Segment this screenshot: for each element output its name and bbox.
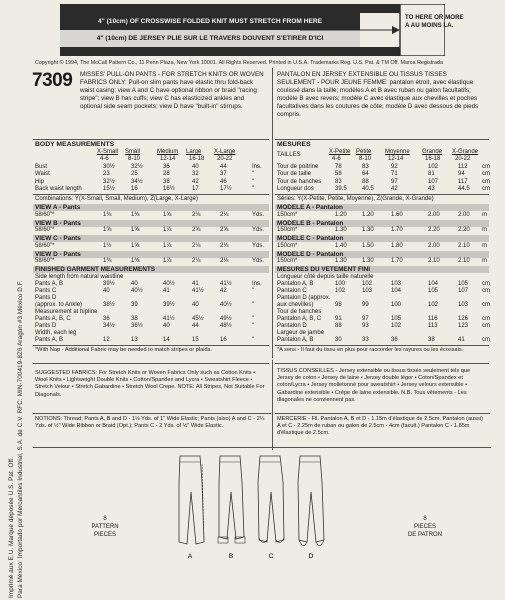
measure-unit: " [252, 178, 255, 185]
finished-label: Measurement at hipline [35, 308, 98, 315]
finished-value: 40½ [163, 280, 175, 287]
pattern-pieces-fr-line-1: PIECES [413, 524, 436, 530]
finished-value: 12 [103, 336, 110, 343]
measure-value: 30½ [103, 164, 115, 170]
fabric-width: 58/60"* [35, 227, 55, 234]
view-letter-c: C [268, 553, 274, 560]
measure-value: 64 [362, 171, 369, 178]
finished-value: 30 [335, 336, 342, 343]
finished-value: 126 [458, 315, 469, 322]
yardage: 2⅛ [220, 211, 229, 218]
finished-unit: " [252, 287, 255, 294]
to-here-label: TO HERE OR MORE A AU MOINS LA. [405, 14, 464, 29]
measure-value: 102 [428, 164, 439, 170]
fabric-width: 150cm* [277, 211, 298, 218]
yardage: 1.30 [335, 258, 347, 265]
finished-value: 16 [220, 336, 227, 343]
yardage: 2⅛ [192, 211, 201, 218]
pattern-pieces-en-line-0: 8 [103, 516, 107, 522]
yardage: 1⅝ [131, 242, 140, 249]
finished-value: 103 [391, 280, 402, 287]
finished-label: Pants A, B, C [35, 315, 71, 322]
measure-value: 42 [192, 178, 199, 185]
finished-value: 123 [458, 322, 469, 329]
finished-value: 48½ [220, 322, 232, 329]
view-d-drawing [298, 456, 324, 546]
finished-value: 39½ [103, 280, 115, 287]
finished-value: 38 [428, 336, 435, 343]
finished-label: Pants A, B [35, 336, 64, 343]
measure-unit: cm [482, 164, 490, 170]
fabric-width: 58/60"* [35, 258, 55, 265]
finished-unit: " [252, 301, 255, 308]
yardage: 1.70 [391, 227, 403, 234]
size-number: 4-6 [332, 156, 341, 162]
finished-value: 105 [428, 287, 439, 294]
yardage: 1⅜ [131, 211, 140, 218]
description-fr: PANTALON EN JERSEY EXTENSIBLE OU TISSUS TISSES SEULEMENT - POUR JEUNE FEMME: pantalon étroit, avec élastique coulissé dans la taille; modèles A et B avec ruban ou galon facultatifs; modèle B avec revers; modèle C avec élastique aux chevilles et poches facultatives dans les coutures de côte; modèle D avec dessous de pieds compris. [277, 71, 479, 119]
yardage-unit: Yds. [252, 258, 265, 265]
finished-unit: Ins. [252, 280, 262, 287]
yardage: 1.70 [391, 258, 403, 265]
measure-value: 42 [391, 185, 398, 192]
finished-label: Largeur de jambe [277, 329, 325, 336]
finished-value: 102 [391, 322, 402, 329]
view-letter-b: B [228, 553, 234, 560]
rule [33, 345, 269, 346]
finished-value: 49½ [220, 315, 232, 322]
measure-value: 36 [163, 164, 170, 170]
size-name: X-Large [214, 149, 236, 155]
finished-value: 103 [362, 287, 373, 294]
measure-value: 32 [192, 171, 199, 178]
finished-value: 36½ [131, 322, 143, 329]
yardage: 1.30 [362, 227, 374, 234]
yardage: 1½ [103, 242, 112, 249]
measure-value: 81 [428, 171, 435, 178]
finished-label: Pantalon A, B [277, 280, 314, 287]
nap-note: *With Nap - Additional Fabric may be needed to match stripes or plaids. [35, 346, 212, 353]
measure-value: 83 [362, 164, 369, 170]
pattern-pieces-fr-line-0: 8 [423, 516, 427, 522]
size-number: 16-18 [189, 156, 205, 162]
measure-label: Back waist length [35, 185, 82, 192]
measure-value: 46 [220, 178, 227, 185]
view-title: VIEW A - Pants [35, 204, 81, 212]
finished-label: Pants D [35, 294, 57, 301]
measure-value: 37 [220, 171, 227, 178]
yardage: 2.10 [428, 258, 440, 265]
finished-label: Pants D [35, 322, 57, 329]
side-legal-text [0, 70, 28, 600]
rule [275, 139, 489, 140]
measure-value: 39.5 [335, 185, 347, 192]
finished-value: 39½ [163, 301, 175, 308]
finished-value: 102 [428, 301, 439, 308]
size-number: 20-22 [455, 156, 471, 162]
description-en: MISSES' PULL-ON PANTS - FOR STRETCH KNITS OR WOVEN FABRICS ONLY: Pull-on slim pants have elastic thru fold-back waist casing; view A and C have optional ribbon or braid "racing stripe"; view B has cuffs; view C has elasticized ankles and optional side seam pockets; view D have "built-in" stirrups. [80, 71, 264, 111]
finished-label: Pantalon D (approx. [277, 294, 331, 301]
finished-label: Pants C [35, 287, 57, 294]
measure-value: 16 [131, 185, 138, 192]
finished-value: 104 [428, 280, 439, 287]
fabric-width: 58/60"* [35, 211, 55, 218]
measure-value: 58 [335, 171, 342, 178]
yardage: 2⅛ [192, 258, 201, 265]
measure-label: Tour de taille [277, 171, 312, 178]
finished-label: Width, each leg [35, 329, 77, 336]
measure-value: 23 [103, 171, 110, 178]
finished-value: 102 [335, 287, 346, 294]
finished-value: 15 [192, 336, 199, 343]
finished-label: Pantalon D [277, 322, 307, 329]
yardage: 1⅞ [163, 258, 172, 265]
measure-value: 43 [428, 185, 435, 192]
size-name: X-Small [97, 149, 119, 155]
yardage: 1.20 [362, 211, 374, 218]
size-number: 12-14 [160, 156, 176, 162]
view-title: VIEW B - Pants [35, 219, 81, 227]
finished-value: 42 [220, 287, 227, 294]
stretch-arrow [300, 4, 445, 56]
fabric-width: 58/60"* [35, 242, 55, 249]
finished-value: 107 [458, 287, 469, 294]
finished-label: aux chevilles) [277, 301, 314, 308]
finished-value: 99 [362, 301, 369, 308]
size-name: X-Grande [452, 149, 479, 155]
yardage: 2.20 [428, 227, 440, 234]
measure-value: 71 [391, 171, 398, 178]
size-name: Moyenne [385, 149, 410, 155]
yardage: 1⅝ [103, 227, 112, 234]
view-line-drawings [150, 452, 350, 577]
size-number: 4-6 [100, 156, 109, 162]
finished-unit: cm [482, 322, 490, 329]
yardage: 2.10 [458, 258, 470, 265]
view-c-drawing [258, 456, 284, 543]
yardage-unit: Yds. [252, 242, 265, 249]
yardage: 1⅞ [163, 227, 172, 234]
size-number: 16-18 [425, 156, 441, 162]
measure-value: 17½ [220, 185, 232, 192]
finished-value: 88 [335, 322, 342, 329]
yardage-unit: Yds. [252, 227, 265, 234]
finished-unit: " [252, 315, 255, 322]
finished-value: 91 [335, 315, 342, 322]
yardage: 1.60 [391, 211, 403, 218]
tissus-conseilles-fr: TISSUS CONSEILLES - Jersey extensible ou tissus tissés seulement tels que Jersey de coton • Jersey de laine • Jersey double léger • Coton/Spandex et coton/Lycra • Jersey molletonné pour sweatshirt • Jersey velours extensible • Gabardine extensible • Crêpe de laine extensible. N.B. Tous vêtements - Les diagonales ne conviennent pas. [277, 368, 471, 403]
yardage: 2.10 [458, 242, 470, 249]
finished-value: 98 [335, 301, 342, 308]
view-letter-d: D [308, 553, 314, 560]
finished-unit: cm [482, 315, 490, 322]
measure-value: 97 [391, 178, 398, 185]
finished-unit: cm [482, 287, 490, 294]
view-title: VIEW C - Pants [35, 235, 81, 243]
fabric-width: 150cm* [277, 227, 298, 234]
yardage: 1.80 [391, 242, 403, 249]
yardage: 2.00 [428, 242, 440, 249]
fabric-width: 150cm* [277, 242, 298, 249]
combinations: Séries: Y(X-Petite, Petite, Moyenne), Z(Grande, X-Grande) [277, 195, 434, 202]
finished-value: 44 [192, 322, 199, 329]
pattern-pieces-label-en [70, 515, 140, 539]
pattern-number: 7309 [32, 70, 73, 91]
finished-title: FINISHED GARMENT MEASUREMENTS [35, 266, 156, 274]
yardage: 2⅛ [192, 242, 201, 249]
view-letter-a: A [187, 553, 193, 560]
measure-value: 38 [163, 178, 170, 185]
rule [33, 363, 269, 364]
measure-value: 92 [391, 164, 398, 170]
yardage: 1.50 [362, 242, 374, 249]
size-name: X-Petite [329, 149, 351, 155]
measure-value: 44 [220, 164, 227, 170]
size-number: 8-10 [128, 156, 141, 162]
finished-value: 93 [362, 322, 369, 329]
measure-unit: Ins. [252, 164, 262, 170]
pattern-pieces-label-fr [390, 515, 460, 539]
measure-value: 94 [458, 171, 465, 178]
finished-value: 97 [362, 315, 369, 322]
measure-unit: " [252, 185, 255, 192]
finished-title: MESURES DU VETEMENT FINI [277, 266, 371, 274]
finished-value: 105 [458, 280, 469, 287]
finished-value: 40 [163, 322, 170, 329]
nap-note: *A sens - Il faut du tissu en plus pour raccorder les rayures ou les écossais. [277, 346, 464, 353]
measure-value: 17 [192, 185, 199, 192]
finished-label: Pantalon A, B, C [277, 315, 322, 322]
yardage: 1⅞ [163, 242, 172, 249]
finished-value: 45½ [192, 315, 204, 322]
view-b-drawing [218, 456, 245, 543]
finished-value: 14 [163, 336, 170, 343]
size-number: 20-22 [217, 156, 233, 162]
view-title: MODELE A - Pantalon [277, 204, 343, 212]
view-title: VIEW D - Pants [35, 250, 81, 258]
finished-value: 40 [131, 280, 138, 287]
yardage: 2⅛ [220, 258, 229, 265]
finished-value: 41½ [163, 315, 175, 322]
finished-value: 36 [391, 336, 398, 343]
pattern-pieces-en-line-1: PATTERN [91, 524, 119, 530]
finished-value: 41½ [192, 287, 204, 294]
body-measurements-title: MESURES [277, 141, 311, 148]
finished-value: 41 [192, 280, 199, 287]
finished-unit: cm [482, 301, 490, 308]
yardage: 1.20 [335, 211, 347, 218]
suggested-fabrics-en: SUGGESTED FABRICS: For Stretch Knits or Woven Fabrics Only such as Cotton Knits • Wool Knits • Lightweight Double Knits • Cotton/Spandex and Lycra • Sweatshirt Fleece • Stretch Velour • Stretch Gabardine • Stretch Wool Crepe. NOTE: All Stripes, Not Suitable For Diagonals. [35, 370, 265, 398]
measure-value: 15½ [103, 185, 115, 192]
measure-label: Longueur dos [277, 185, 314, 192]
view-title: MODELE D - Pantalon [277, 250, 344, 258]
measure-label: Tour de poitrine [277, 164, 319, 170]
yardage: 1.30 [335, 227, 347, 234]
yardage: 1⅜ [131, 258, 140, 265]
finished-value: 41 [163, 287, 170, 294]
measure-value: 32½ [131, 164, 143, 170]
measure-label: Waist [35, 171, 50, 178]
sizes-label: TAILLES [277, 152, 301, 158]
measure-value: 44.5 [458, 185, 470, 192]
finished-value: 13 [131, 336, 138, 343]
notions-en: NOTIONS: Thread; Pants A, B and D - 1⅛ Yds. of 1" Wide Elastic; Pants (also) A and C - 2¼ Yds. of ½" Wide Ribbon or Braid (Opt.); Pants C - 2 Yds. of ½" Wide Elastic. [35, 416, 265, 430]
finished-label: Pantalon C [277, 287, 307, 294]
measure-unit: " [252, 171, 255, 178]
finished-unit: cm [482, 336, 490, 343]
measure-value: 40 [192, 164, 199, 170]
copyright-line: Copyright © 1994, The McCall Pattern Co., 11 Penn Plaza, New York 10001. All Rights Reserved. Printed in U.S.A. Trademarks Reg. U.S. Pat. & TM Off. Marca Registrada [35, 60, 444, 66]
yardage: 1⅜ [103, 258, 112, 265]
finished-subtitle: Longueur côté depuis taille naturelle [277, 273, 374, 280]
stretch-line-fr: 4" (10cm) DE JERSEY PLIE SUR LE TRAVERS DOUVENT S'ETIRER D'ICI [60, 30, 360, 47]
finished-value: 102 [362, 280, 373, 287]
size-number: 8-10 [359, 156, 372, 162]
view-title: MODELE B - Pantalon [277, 219, 344, 227]
fabric-width: 150cm* [277, 258, 298, 265]
finished-value: 33 [362, 336, 369, 343]
measure-value: 16½ [163, 185, 175, 192]
measure-value: 78 [335, 164, 342, 170]
finished-value: 34½ [103, 322, 115, 329]
side-text-trademark: Imprimé aux E.U. Marque déposée U.S. Pat. Off. [8, 457, 15, 598]
yardage: 1.30 [362, 258, 374, 265]
yardage-unit: m [482, 227, 487, 234]
finished-unit: " [252, 322, 255, 329]
finished-value: 105 [391, 315, 402, 322]
finished-value: 113 [428, 322, 438, 329]
finished-value: 41½ [220, 280, 232, 287]
finished-value: 36 [103, 315, 110, 322]
finished-value: 40½ [131, 287, 143, 294]
yardage: 2.00 [428, 211, 440, 218]
size-name: Petite [356, 149, 372, 155]
measure-value: 25 [131, 171, 138, 178]
finished-label: (approx. to Ankle) [35, 301, 83, 308]
side-text-import: Para México: Importado por Mercantiles Industrial, S.A. de C.V. RFC: MIN-700419-8Z6 Aragón #3 México D.F. [17, 280, 24, 598]
size-name: Grande [422, 149, 443, 155]
measure-unit: cm [482, 171, 490, 178]
yardage: 1⅝ [163, 211, 172, 218]
finished-value: 39 [131, 301, 138, 308]
measure-value: 112 [458, 164, 468, 170]
finished-label: Pantalon A, B [277, 336, 314, 343]
yardage: 2.20 [458, 227, 470, 234]
stretch-line-en: 4" (10cm) OF CROSSWISE FOLDED KNIT MUST STRETCH FROM HERE [60, 13, 360, 30]
measure-unit: cm [482, 178, 490, 185]
finished-subtitle: Side length from natural waistline [35, 273, 124, 280]
measure-value: 28 [163, 171, 170, 178]
measure-value: 34½ [131, 178, 143, 185]
measure-unit: cm [482, 185, 490, 192]
yardage: 2⅝ [192, 227, 201, 234]
combinations: Combinations: Y(X-Small, Small, Medium), Z(Large, X-Large) [35, 195, 198, 202]
finished-value: 38½ [103, 301, 115, 308]
size-number: 12-14 [388, 156, 404, 162]
mercerie-fr: MERCERIE - Fil. Pantalon A, B et D - 1.15m d'élastique de 2.5cm. Pantalon (aussi) A et C - 2.25m de ruban ou galon de 2.5cm - 4cm (facult.) Pantalon C - 1.85m d'élastique de 2.5cm. [277, 416, 483, 437]
yardage: 2⅛ [220, 242, 229, 249]
measure-label: Bust [35, 164, 48, 170]
yardage: 2.00 [458, 211, 470, 218]
body-measurements-title: BODY MEASUREMENTS [35, 141, 115, 148]
yardage: 1⅜ [103, 211, 112, 218]
finished-value: 100 [335, 280, 346, 287]
finished-value: 100 [391, 301, 402, 308]
rule [33, 139, 269, 140]
finished-label: Tour de hanches [277, 308, 322, 315]
yardage: 1⅝ [131, 227, 140, 234]
finished-value: 38 [131, 315, 138, 322]
finished-value: 116 [428, 315, 438, 322]
size-name: Medium [157, 149, 179, 155]
finished-value: 104 [391, 287, 402, 294]
measure-value: 107 [428, 178, 439, 185]
finished-value: 40½ [220, 301, 232, 308]
pattern-pieces-en-line-2: PIECES [93, 532, 116, 538]
finished-unit: cm [482, 280, 490, 287]
yardage-unit: m [482, 258, 487, 265]
finished-value: 41 [458, 336, 465, 343]
finished-value: 40 [103, 287, 110, 294]
size-name: Large [186, 149, 202, 155]
measure-value: 40.5 [362, 185, 374, 192]
finished-label: Pants A, B [35, 280, 64, 287]
measure-label: Tour de hanches [277, 178, 322, 185]
yardage: 2⅝ [220, 227, 229, 234]
measure-value: 88 [362, 178, 369, 185]
finished-unit: " [252, 336, 255, 343]
finished-value: 103 [458, 301, 469, 308]
view-a-drawing [179, 456, 204, 544]
yardage-unit: m [482, 211, 487, 218]
yardage: 1.40 [335, 242, 347, 249]
size-name: Small [125, 149, 141, 155]
measure-value: 32½ [103, 178, 115, 185]
measure-value: 117 [458, 178, 468, 185]
measure-value: 83 [335, 178, 342, 185]
pattern-pieces-fr-line-2: DE PATRON [407, 532, 443, 538]
view-title: MODELE C - Pantalon [277, 235, 344, 243]
rule [275, 345, 489, 346]
yardage-unit: Yds. [252, 211, 265, 218]
finished-value: 40 [192, 301, 199, 308]
rule [275, 363, 489, 364]
yardage-unit: m [482, 242, 487, 249]
measure-label: Hip [35, 178, 45, 185]
